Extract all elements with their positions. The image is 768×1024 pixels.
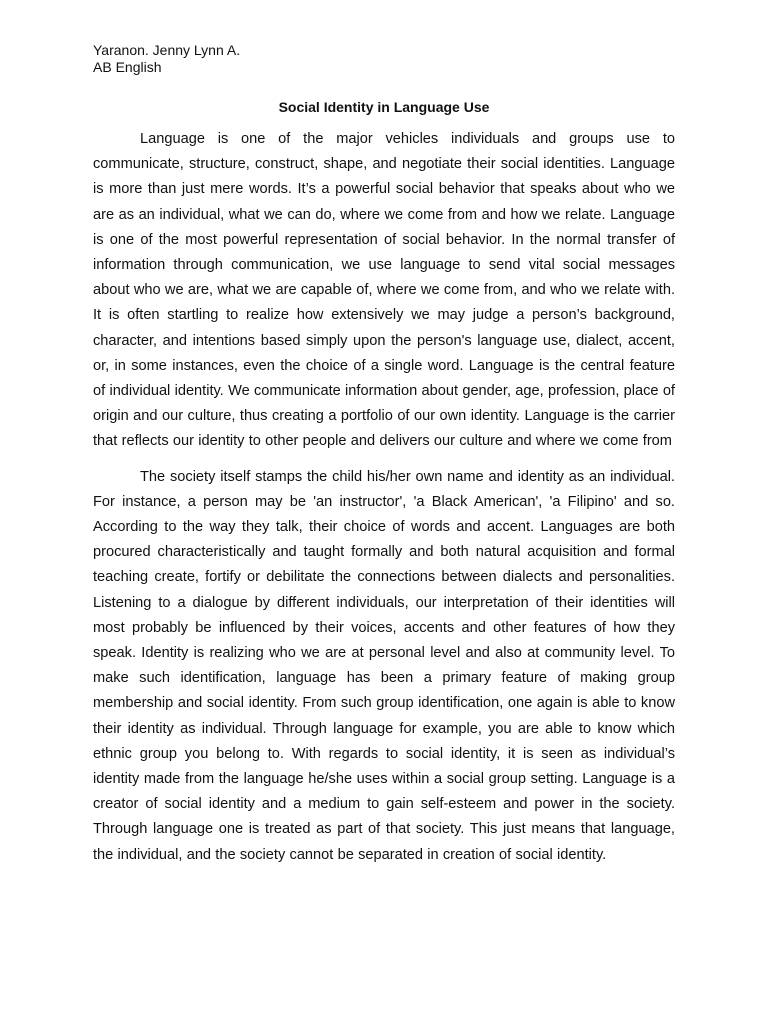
- document-page: [93, 42, 675, 868]
- author-name: Yaranon. Jenny Lynn A.: [93, 42, 241, 58]
- paragraph-1: Language is one of the major vehicles individuals and groups use to communicate, structure, construct, shape, and negotiate their social identities. Language is more than just mere words. It’s a powerful social behavior that speaks about who we are as an individual, what we can do, where we come from and how we relate. Language is one of the most powerful representation of social behavior. In the normal transfer of information through communication, we use language to send vital social messages about who we are, what we are capable of, where we come from, and who we relate with. It is often startling to realize how extensively we may judge a person’s background, character, and intentions based simply upon the person's language use, dialect, accent, or, in some instances, even the choice of a single word. Language is the central feature of individual identity. We communicate information about gender, age, profession, place of origin and our culture, thus creating a portfolio of our own identity. Language is the carrier that reflects our identity to other people and delivers our culture and where we come from: [93, 131, 675, 450]
- course-name: AB English: [93, 59, 162, 75]
- essay-title: Social Identity in Language Use: [278, 99, 490, 115]
- paragraph-2: The society itself stamps the child his/her own name and identity as an individual. For instance, a person may be 'an instructor', 'a Black American', 'a Filipino' and so. According to the way they talk, their choice of words and accent. Languages are both procured characteristically and taught formally and both natural acquisition and formal teaching create, fortify or debilitate the connections between dialects and personalities. Listening to a dialogue by different individuals, our interpretation of their identities will most probably be influenced by their voices, accents and other features of how they speak. Identity is realizing who we are at personal level and also at community level. To make such identification, language has been a primary feature of making group membership and social identity. From such group identification, one again is able to know their identity as individual. Through language for example, you are able to know which ethnic group you belong to. With regards to social identity, it is seen as individual’s identity made from the language he/she uses within a social group setting. Language is a creator of social identity and a medium to gain self-esteem and power in the society. Through language one is treated as part of that society. This just means that language, the individual, and the society cannot be separated in creation of social identity.: [93, 468, 675, 863]
